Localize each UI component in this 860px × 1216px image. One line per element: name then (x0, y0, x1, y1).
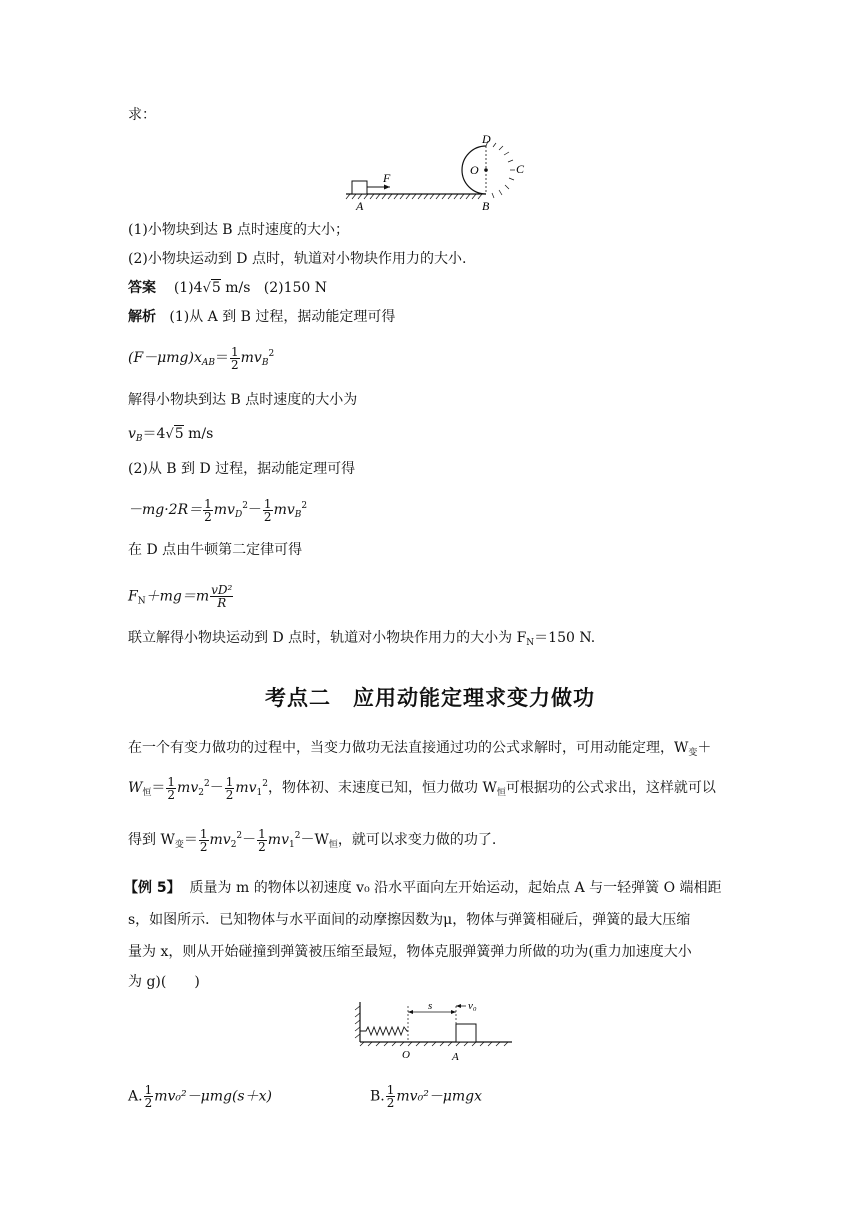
label-a: A (356, 199, 364, 213)
answer-label: 答案 (128, 280, 156, 296)
example-line-3: 量为 x，则从开始碰撞到弹簧被压缩至最短，物体克服弹簧弹力所做的功为(重力加速度大小 (128, 944, 692, 960)
label-o: O (402, 1049, 410, 1061)
label-a: A (452, 1051, 459, 1063)
equation-2: －mg·2R＝ $\frac{1}{2}$ $mv_D^2-$ $\frac{1}{2}$ $mv_B^2$ (128, 496, 308, 524)
label-v0: v₀ (468, 1000, 477, 1012)
example-line-1: 【例 5】 质量为 m 的物体以初速度 v₀ 沿水平面向左开始运动，起始点 A 与一轻弹簧 O 端相距 (124, 880, 722, 896)
solution-line-1: 解析 (1)从 A 到 B 过程，据动能定理可得 (128, 309, 396, 325)
example-tag: 【例 5】 (124, 880, 181, 896)
spring-figure (350, 996, 520, 1068)
solution-line-3: (2)从 B 到 D 过程，据动能定理可得 (128, 461, 356, 477)
track-figure (340, 128, 530, 214)
option-b[interactable]: B. $\frac{1}{2}$ mv₀²－μmgx (370, 1083, 483, 1110)
question-1: (1)小物块到达 B 点时速度的大小； (128, 222, 350, 238)
label-d: D (482, 132, 491, 146)
label-c: C (516, 162, 525, 176)
intro-line-3: 得到 $W_变=$ $\frac{1}{2}$ $mv_2^2-$ $\frac{1}{2}$ $mv_1^2-W_恒$，就可以求变力做的功了. (128, 826, 497, 854)
example-line-2: s，如图所示．已知物体与水平面间的动摩擦因数为μ，物体与弹簧相碰后，弹簧的最大压缩 (128, 912, 691, 928)
equation-3: $F_N+mg=m$ $\frac{\text{vD²}}{R}$ (128, 583, 233, 610)
solution-line-2: 解得小物块到达 B 点时速度的大小为 (128, 392, 358, 408)
section-title: 考点二 应用动能定理求变力做功 (265, 686, 595, 710)
label-s: s (428, 1000, 433, 1012)
equation-1: $(F-\mu mg)x_{AB}=$ $\frac{1}{2}$ $mv_B^2$ (128, 344, 275, 372)
example-line-4: 为 g)( ) (128, 974, 200, 990)
label-o: O (470, 163, 479, 177)
ask-text: 求： (128, 107, 156, 123)
intro-line-1: 在一个有变力做功的过程中，当变力做功无法直接通过功的公式求解时，可用动能定理，$W_变+$ (128, 740, 712, 758)
solution-label: 解析 (128, 309, 156, 325)
solution-line-4: 在 D 点由牛顿第二定律可得 (128, 542, 303, 558)
vb-result: $v_B=4√5$ m/s (128, 426, 214, 444)
question-2: (2)小物块运动到 D 点时，轨道对小物块作用力的大小. (128, 251, 467, 267)
solution-line-5: 联立解得小物块运动到 D 点时，轨道对小物块作用力的大小为 $F_N=150$ N. (128, 630, 596, 648)
answer-line: 答案 (1)4√5 m/s (2)150 N (128, 280, 328, 296)
label-b: B (482, 199, 490, 213)
intro-line-2: $W_恒=$ $\frac{1}{2}$ $mv_2^2-$ $\frac{1}{2}$ $mv_1^2$，物体初、末速度已知，恒力做功 $W_恒$可根据功的公式求出，这样就可以 (128, 774, 716, 802)
option-a[interactable]: A. $\frac{1}{2}$ mv₀²－μmg(s＋x) (128, 1083, 272, 1110)
label-f: F (383, 171, 391, 185)
